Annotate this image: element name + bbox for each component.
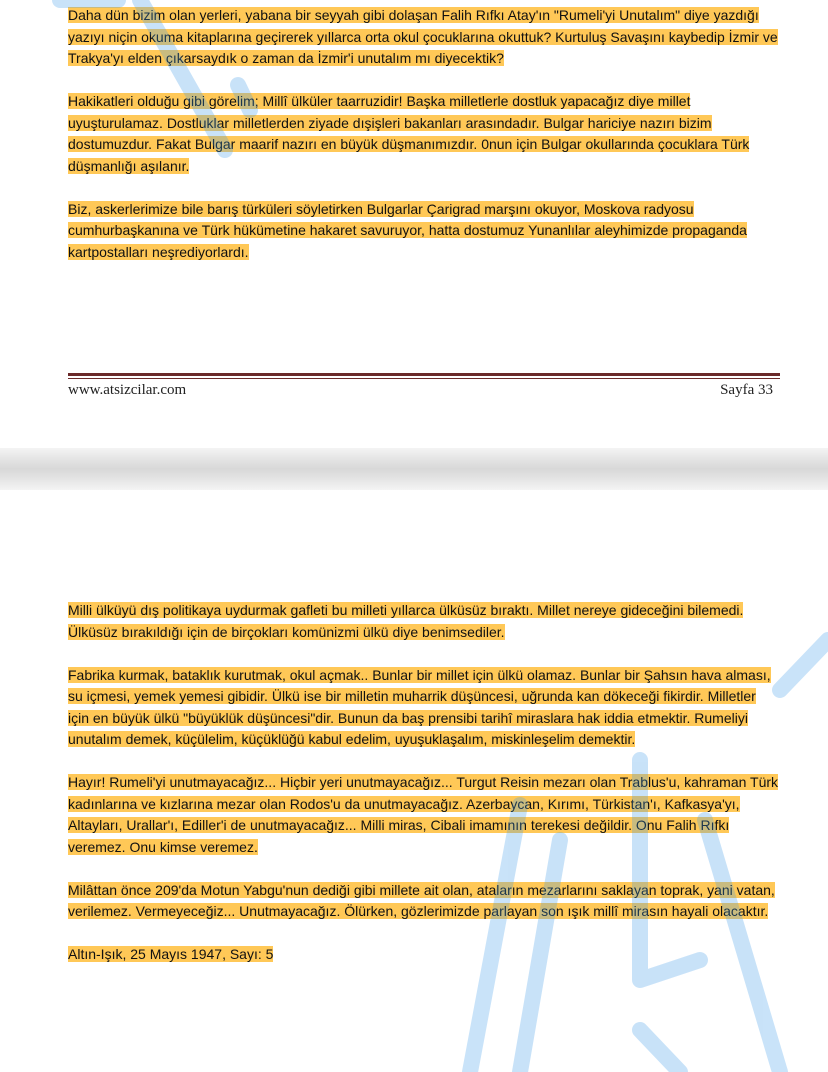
paragraph xyxy=(68,91,780,177)
document-page-upper xyxy=(0,0,828,448)
paragraph xyxy=(68,199,780,264)
highlighted-text: Milâttan önce 209'da Motun Yabgu'nun dediği gibi millete ait olan, ataların mezarlarını saklayan toprak, yani vatan, verilemez. Vermeyeceğiz... Unutmayacağız. Ölürken, gözlerimizde parlayan son ışık millî mirasın hayali olacaktır. xyxy=(68,881,775,919)
footer-page-number: Sayfa 33 xyxy=(720,382,773,398)
page-separator xyxy=(0,448,828,490)
footer-rule xyxy=(68,373,780,376)
paragraph xyxy=(68,944,780,966)
page-body xyxy=(68,600,780,987)
page-body xyxy=(68,5,780,285)
highlighted-text: Hayır! Rumeli'yi unutmayacağız... Hiçbir yeri unutmayacağız... Turgut Reisin mezarı olan Trablus'u, kahraman Türk kadınlarına ve kızlarına mezar olan Rodos'u da unutmayacağız. Azerbaycan, Kırımı, Türkistan'ı, Kafkasya'yı, Altayları, Urallar'ı, Ediller'i de unutmayacağız... Milli miras, Cibali imamının terekesi değildir. Onu Falih Rıfkı veremez. Onu kimse veremez. xyxy=(68,774,779,855)
paragraph xyxy=(68,5,780,70)
paragraph xyxy=(68,665,780,751)
footer-website: www.atsizcilar.com xyxy=(68,382,187,398)
highlighted-text: Milli ülküyü dış politikaya uydurmak gafleti bu milleti yıllarca ülküsüz bıraktı. Millet nereye gideceğini bilemedi. Ülküsüz bırakıldığı için de birçokları komünizmi ülkü diye benimsediler. xyxy=(68,602,744,640)
highlighted-text: Hakikatleri olduğu gibi görelim; Millî ülküler taarruzidir! Başka milletlerle dostluk yapacağız diye millet uyuşturulamaz. Dostluklar milletlerden ziyade dışişleri bakanları arasındadır. Bulgar hariciye nazırı bizim dostumuzdur. Fakat Bulgar maarif nazırı en büyük düşmanımızdır. 0nun için Bulgar okullarında çocuklara Türk düşmanlığı aşılanır. xyxy=(68,93,750,174)
footer-rule-thin xyxy=(68,378,780,379)
paragraph xyxy=(68,880,780,923)
highlighted-text: Daha dün bizim olan yerleri, yabana bir seyyah gibi dolaşan Falih Rıfkı Atay'ın "Rumeli'yi Unutalım" diye yazdığı yazıyı niçin okuma kitaplarına geçirerek yıllarca orta okul çocuklarına okuttuk? Kurtuluş Savaşını kaybedip İzmir ve Trakya'yı elden çıkarsaydık o zaman da İzmir'i unutalım mı diyecektik? xyxy=(68,7,778,66)
paragraph xyxy=(68,772,780,858)
document-page-lower xyxy=(0,490,828,1072)
paragraph xyxy=(68,600,780,643)
highlighted-text: Biz, askerlerimize bile barış türküleri söyletirken Bulgarlar Çarigrad marşını okuyor, Moskova radyosu cumhurbaşkanına ve Türk hükümetine hakaret savuruyor, hatta dostumuz Yunanlılar aleyhimizde propaganda kartpostalları neşrediyorlardı. xyxy=(68,200,747,260)
source-citation: Altın-Işık, 25 Mayıs 1947, Sayı: 5 xyxy=(68,946,274,962)
highlighted-text: Fabrika kurmak, bataklık kurutmak, okul açmak.. Bunlar bir millet için ülkü olamaz. Bunlar bir Şahsın hava alması, su içmesi, yemek yemesi gibidir. Ülkü ise bir milletin muharrik düşüncesi, uğrunda kan dökeceği fikirdir. Milletler için en büyük ülkü "büyüklük düşüncesi"dir. Bunun da baş prensibi tarihî miraslara hak iddia etmektir. Rumeliyi unutalım demek, küçülelim, küçüklüğü kabul edelim, uyuşuklaşalım, miskinleşelim demektir. xyxy=(68,666,771,747)
